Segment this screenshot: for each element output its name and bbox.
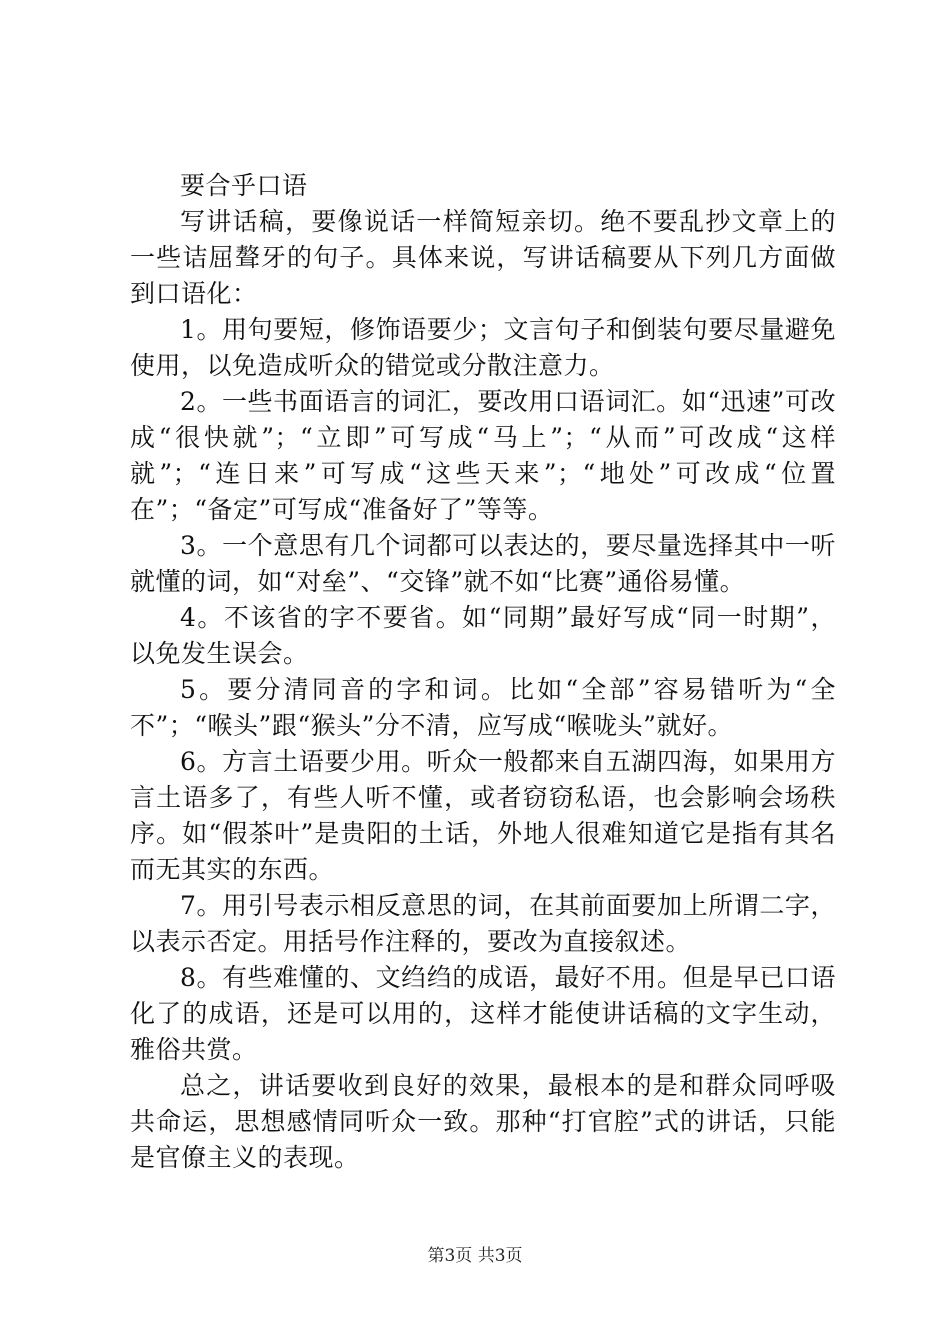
point-6-paragraph: 6。方言土语要少用。听众一般都来自五湖四海，如果用方言土语多了，有些人听不懂，或者窃窃私语，也会影响会场秩序。如“假茶叶”是贵阳的土话，外地人很难知道它是指有其名而无其实的东西。	[130, 747, 836, 884]
point-7-paragraph: 7。用引号表示相反意思的词，在其前面要加上所谓二字，以表示否定。用括号作注释的，要改为直接叙述。	[130, 891, 836, 956]
section-heading: 要合乎口语	[180, 171, 308, 200]
point-2-paragraph: 2。一些书面语言的词汇，要改用口语词汇。如“迅速”可改成“很快就”；“立即”可写成“马上”；“从而”可改成“这样就”；“连日来”可写成“这些天来”；“地处”可改成“位置在”；“备定”可写成“准备好了”等等。	[130, 387, 836, 524]
point-5-paragraph: 5。要分清同音的字和词。比如“全部”容易错听为“全不”；“喉头”跟“猴头”分不清，应写成“喉咙头”就好。	[130, 675, 836, 740]
point-3-paragraph: 3。一个意思有几个词都可以表达的，要尽量选择其中一听就懂的词，如“对垒”、“交锋”就不如“比赛”通俗易懂。	[130, 531, 836, 596]
point-8-paragraph: 8。有些难懂的、文绉绉的成语，最好不用。但是早已口语化了的成语，还是可以用的，这样才能使讲话稿的文字生动，雅俗共赏。	[130, 963, 836, 1064]
conclusion-paragraph: 总之，讲话要收到良好的效果，最根本的是和群众同呼吸共命运，思想感情同听众一致。那种“打官腔”式的讲话，只能是官僚主义的表现。	[130, 1071, 836, 1172]
page-number-footer: 第3页 共3页	[427, 1246, 523, 1266]
point-1-paragraph: 1。用句要短，修饰语要少；文言句子和倒装句要尽量避免使用，以免造成听众的错觉或分散注意力。	[130, 315, 836, 380]
point-4-paragraph: 4。不该省的字不要省。如“同期”最好写成“同一时期”，以免发生误会。	[130, 603, 836, 668]
document-body	[130, 168, 836, 1176]
intro-paragraph: 写讲话稿，要像说话一样简短亲切。绝不要乱抄文章上的一些诘屈聱牙的句子。具体来说，写讲话稿要从下列几方面做到口语化：	[130, 207, 836, 308]
